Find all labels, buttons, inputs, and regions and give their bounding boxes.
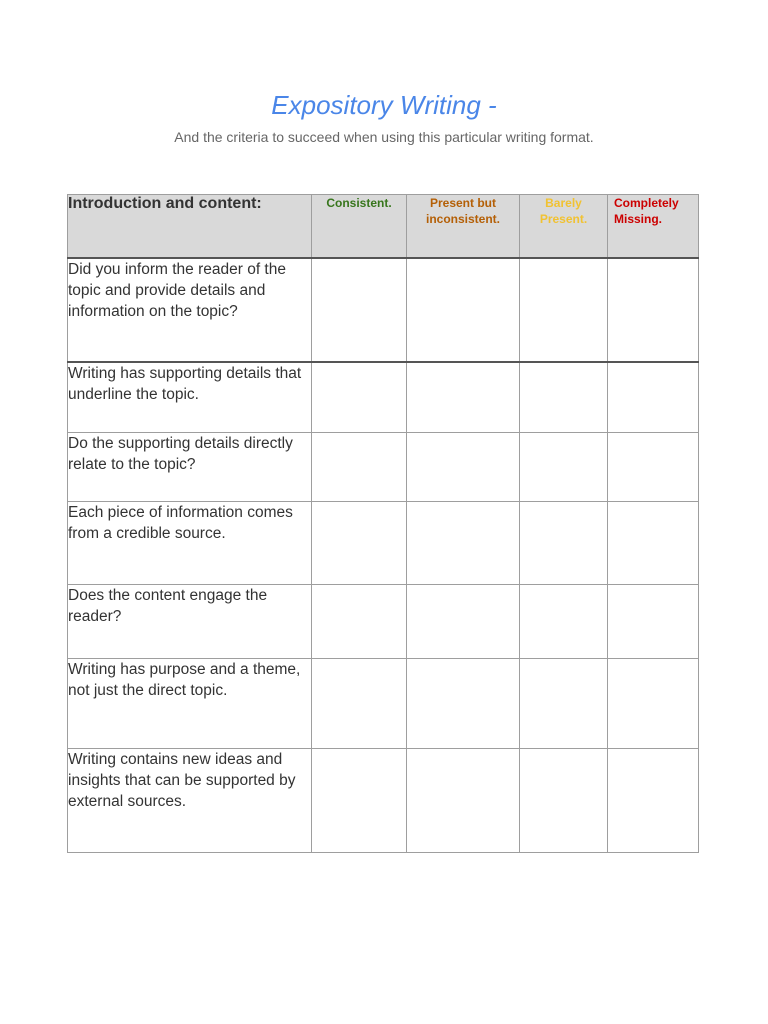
table-row (68, 258, 699, 362)
rating-cell-missing (608, 585, 699, 659)
table-row (68, 433, 699, 502)
criteria-column-header: Introduction and content: (68, 195, 312, 259)
rating-cell-present (407, 362, 520, 433)
rating-cell-missing (608, 362, 699, 433)
consistent-label: Consistent. (326, 196, 392, 210)
barely-label: Barely Present. (539, 196, 588, 226)
present-label: Present but inconsistent. (425, 196, 500, 226)
rating-cell-barely (520, 258, 608, 362)
table-row (68, 362, 699, 433)
missing-label: Completely Missing. (614, 196, 679, 226)
rating-cell-consistent (312, 258, 407, 362)
rating-cell-missing (608, 258, 699, 362)
barely-column-header (520, 195, 608, 259)
page-title: Expository Writing - (271, 90, 497, 120)
rating-cell-barely (520, 502, 608, 585)
criterion-cell: Writing has supporting details that underline the topic. (68, 362, 312, 433)
rating-cell-missing (608, 749, 699, 853)
rating-cell-present (407, 258, 520, 362)
rating-cell-barely (520, 749, 608, 853)
rating-cell-consistent (312, 585, 407, 659)
table-row (68, 659, 699, 749)
rating-cell-present (407, 502, 520, 585)
rating-cell-present (407, 749, 520, 853)
rating-cell-missing (608, 659, 699, 749)
criterion-cell: Did you inform the reader of the topic and provide details and information on the topic? (68, 258, 312, 362)
rating-cell-present (407, 585, 520, 659)
rating-cell-present (407, 433, 520, 502)
rating-cell-missing (608, 502, 699, 585)
criterion-cell: Do the supporting details directly relate to the topic? (68, 433, 312, 502)
rating-cell-consistent (312, 502, 407, 585)
rating-cell-barely (520, 659, 608, 749)
criterion-cell: Writing contains new ideas and insights that can be supported by external sources. (68, 749, 312, 853)
table-row (68, 749, 699, 853)
criterion-cell: Does the content engage the reader? (68, 585, 312, 659)
rating-cell-missing (608, 433, 699, 502)
page-subtitle: And the criteria to succeed when using this particular writing format. (174, 129, 594, 145)
rating-cell-present (407, 659, 520, 749)
consistent-column-header (312, 195, 407, 259)
rubric-table (67, 194, 699, 853)
missing-column-header (608, 195, 699, 259)
table-row (68, 585, 699, 659)
rating-cell-consistent (312, 433, 407, 502)
table-header-row (68, 195, 699, 259)
table-row (68, 502, 699, 585)
rating-cell-barely (520, 433, 608, 502)
rating-cell-consistent (312, 659, 407, 749)
rating-cell-consistent (312, 749, 407, 853)
rating-cell-consistent (312, 362, 407, 433)
criterion-cell: Writing has purpose and a theme, not just the direct topic. (68, 659, 312, 749)
rating-cell-barely (520, 585, 608, 659)
rating-cell-barely (520, 362, 608, 433)
criterion-cell: Each piece of information comes from a credible source. (68, 502, 312, 585)
present-column-header (407, 195, 520, 259)
